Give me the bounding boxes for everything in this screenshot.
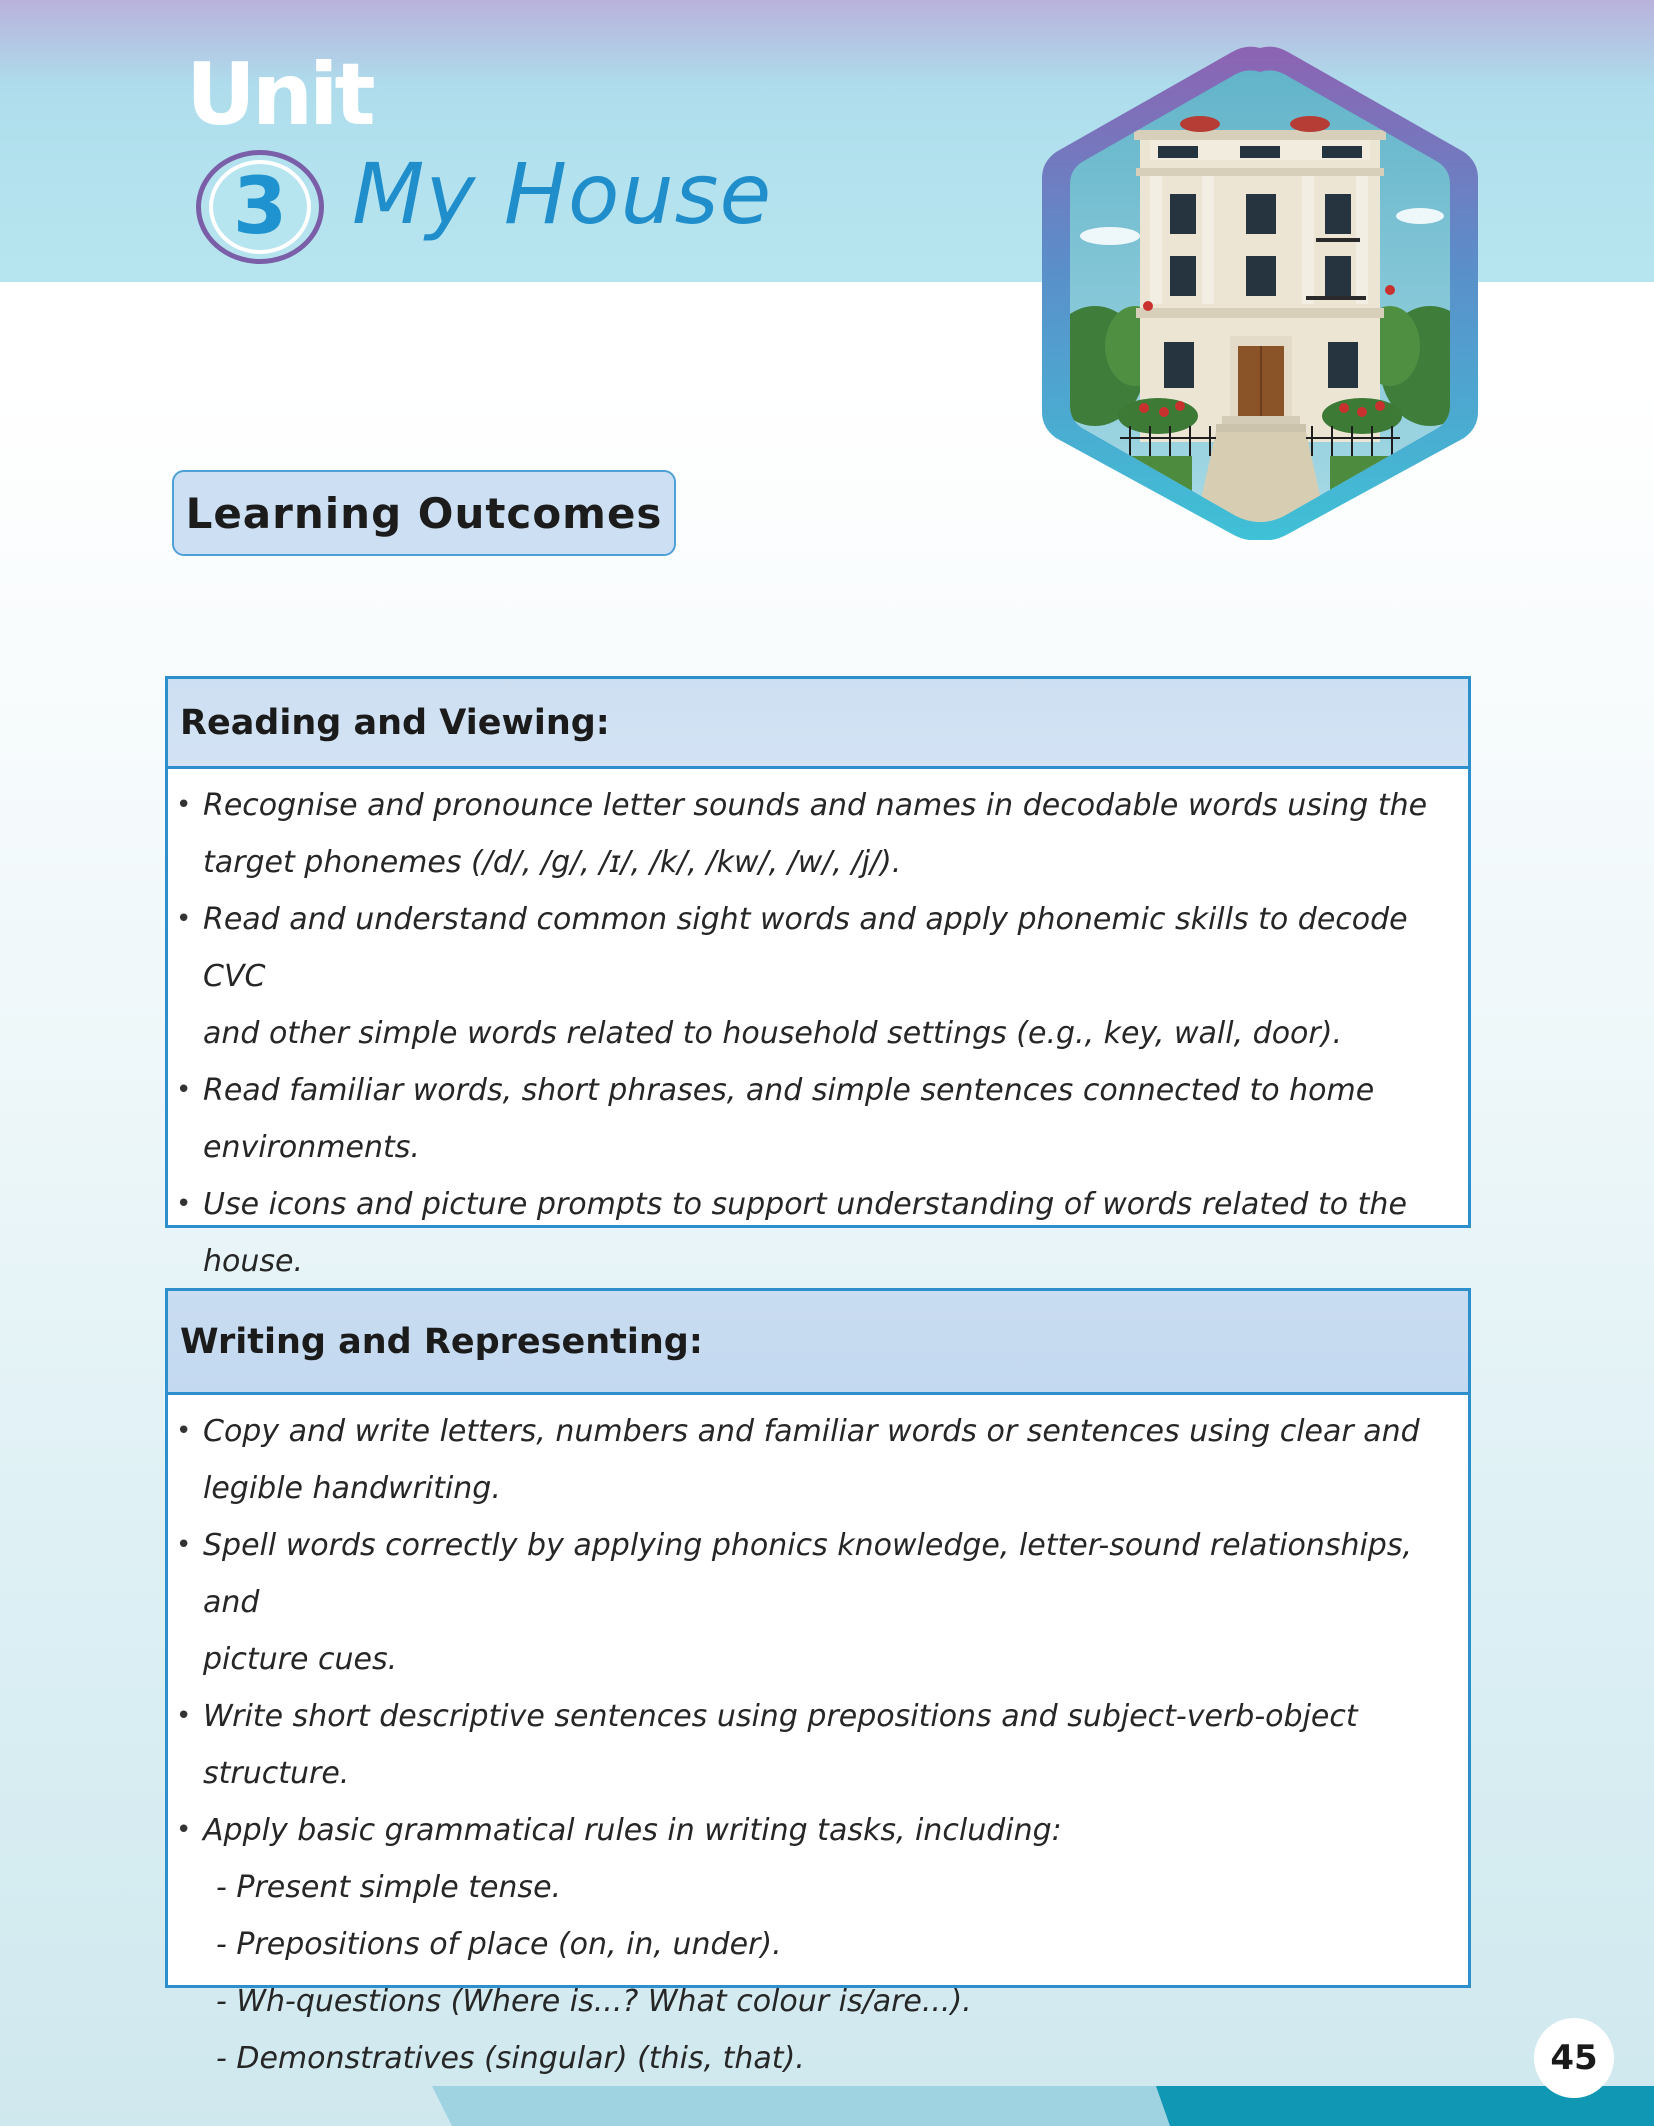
writing-bullet: • Write short descriptive sentences using prepositions and subject-verb-object structure. xyxy=(168,1688,1468,1802)
writing-bullet: • Copy and write letters, numbers and familiar words or sentences using clear and legible handwriting. xyxy=(168,1403,1468,1517)
writing-representing-list xyxy=(168,1395,1468,2087)
reading-bullet: • Read familiar words, short phrases, and simple sentences connected to home environments. xyxy=(168,1062,1468,1176)
writing-bullet: • Spell words correctly by applying phonics knowledge, letter-sound relationships, and picture cues. xyxy=(168,1517,1468,1688)
reading-viewing-list xyxy=(168,769,1468,1290)
reading-viewing-panel xyxy=(165,676,1471,1279)
writing-bullet: • Apply basic grammatical rules in writing tasks, including: xyxy=(168,1802,1468,1859)
grammar-sub-item: - Prepositions of place (on, in, under). xyxy=(216,1927,782,1962)
unit-number-badge xyxy=(196,150,324,264)
learning-outcomes-label: Learning Outcomes xyxy=(172,470,676,556)
grammar-sub-item: - Demonstratives (singular) (this, that). xyxy=(216,2041,805,2076)
unit-title: My House xyxy=(352,145,773,243)
grammar-sub-item: - Wh-questions (Where is...? What colour is/are...). xyxy=(216,1984,972,2019)
unit-label: Unit xyxy=(186,45,372,145)
reading-bullet: • Recognise and pronounce letter sounds and names in decodable words using the target phonemes (/d/, /g/, /ɪ/, /k/, /kw/, /w/, /j/). xyxy=(168,777,1468,891)
page-number: 45 xyxy=(1534,2018,1614,2098)
reading-bullet: • Read and understand common sight words and apply phonemic skills to decode CVC and other simple words related to household settings (e.g., key, wall, door). xyxy=(168,891,1468,1062)
reading-bullet: • Use icons and picture prompts to support understanding of words related to the house. xyxy=(168,1176,1468,1290)
house-illustration xyxy=(1040,46,1480,540)
writing-representing-panel xyxy=(165,1288,1471,2076)
reading-viewing-heading: Reading and Viewing: xyxy=(168,679,1468,769)
writing-representing-heading: Writing and Representing: xyxy=(168,1291,1468,1395)
unit-number: 3 xyxy=(209,160,311,254)
grammar-sub-item: - Present simple tense. xyxy=(216,1870,562,1905)
